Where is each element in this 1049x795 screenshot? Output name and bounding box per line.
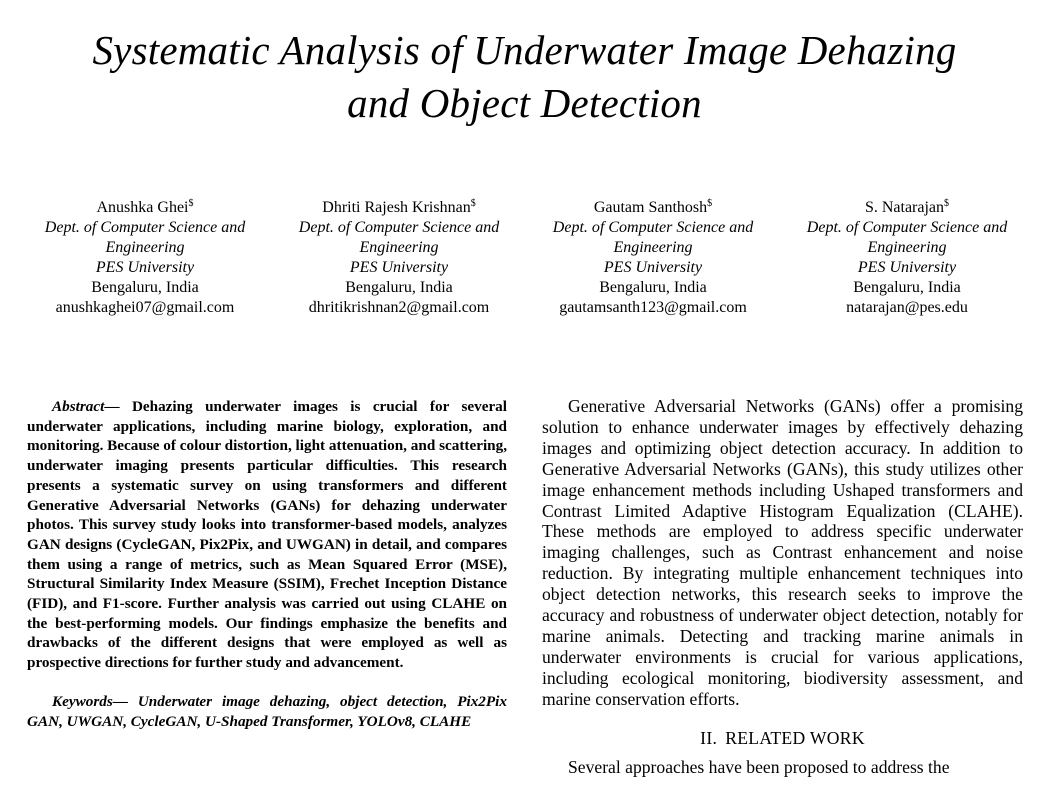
author-university: PES University xyxy=(349,259,449,276)
author-email: natarajan@pes.edu xyxy=(846,299,968,316)
abstract-lead: Abstract xyxy=(52,398,105,415)
author-mark: $ xyxy=(707,198,713,209)
author-location: Bengaluru, India xyxy=(853,279,961,296)
author-card xyxy=(279,198,519,318)
right-column xyxy=(542,396,1023,777)
related-work-paragraph: Several approaches have been proposed to address the xyxy=(568,756,950,777)
author-block xyxy=(25,198,1033,328)
author-mark: $ xyxy=(944,198,950,209)
section-heading xyxy=(542,728,1023,749)
keywords-dash: — xyxy=(112,692,138,710)
author-mark: $ xyxy=(188,198,194,209)
author-email: dhritikrishnan2@gmail.com xyxy=(308,299,490,316)
author-card xyxy=(533,198,773,318)
author-card xyxy=(787,198,1027,318)
author-location: Bengaluru, India xyxy=(345,279,453,296)
author-location: Bengaluru, India xyxy=(91,279,199,296)
author-name: Gautam Santhosh$ xyxy=(593,198,713,216)
abstract xyxy=(27,397,507,673)
author-email: anushkaghei07@gmail.com xyxy=(55,299,235,316)
author-department: Dept. of Computer Science and Engineering xyxy=(298,219,500,256)
author-email: gautamsanth123@gmail.com xyxy=(559,299,747,316)
abstract-dash: — xyxy=(104,398,132,415)
keywords-lead: Keywords xyxy=(52,692,113,710)
author-university: PES University xyxy=(603,259,703,276)
author-location: Bengaluru, India xyxy=(599,279,707,296)
keywords xyxy=(27,692,507,731)
author-department: Dept. of Computer Science and Engineering xyxy=(44,219,246,256)
author-university: PES University xyxy=(857,259,957,276)
paper-title xyxy=(20,24,1029,130)
intro-paragraph: Generative Adversarial Networks (GANs) offer a promising solution to enhance underwater images by effectively dehazing images and optimizing object detection accuracy. In addition to Generative Adversarial Networks (GANs), this study utilizes other image enhancement methods including Ushaped transformers and Contrast Limited Adaptive Histogram Equalization (CLAHE). These methods are employed to address specific underwater imaging challenges, such as Contrast enhancement and noise reduction. By integrating multiple enhancement techniques into object detection networks, this research seeks to improve the accuracy and robustness of underwater object detection, notably for marine animals. Detecting and tracking marine animals in underwater environments is crucial for various applications, including ecological monitoring, biodiversity assessment, and marine conservation efforts. xyxy=(542,396,1023,709)
author-department: Dept. of Computer Science and Engineering xyxy=(806,219,1008,256)
section-title: RELATED WORK xyxy=(725,727,865,748)
keywords-text: Underwater image dehazing, object detection, Pix2Pix GAN, UWGAN, CycleGAN, U-Shaped Transformer, YOLOv8, CLAHE xyxy=(27,692,507,730)
author-mark: $ xyxy=(470,198,476,209)
title-line-1: Systematic Analysis of Underwater Image Dehazing xyxy=(92,27,957,73)
author-card xyxy=(25,198,265,318)
abstract-text: Dehazing underwater images is crucial for several underwater applications, including marine biology, exploration, and monitoring. Because of colour distortion, light attenuation, and scattering, underwater imaging presents particular difficulties. This research presents a systematic survey on using transformers and different Generative Adversarial Networks (GANs) for dehazing underwater photos. This survey study looks into transformer-based models, analyzes GAN designs (CycleGAN, Pix2Pix, and UWGAN) in detail, and compares them using a range of metrics, such as Mean Squared Error (MSE), Structural Similarity Index Measure (SSIM), Frechet Inception Distance (FID), and F1-score. Further analysis was carried out using CLAHE on the best-performing models. Our findings emphasize the benefits and drawbacks of the different designs that were employed as well as prospective directions for further study and advancement. xyxy=(27,398,507,672)
author-university: PES University xyxy=(95,259,195,276)
left-column xyxy=(27,397,507,731)
author-name: Dhriti Rajesh Krishnan$ xyxy=(322,198,476,216)
author-name: S. Natarajan$ xyxy=(864,198,950,216)
author-name: Anushka Ghei$ xyxy=(96,198,194,216)
section-number: II. xyxy=(700,727,718,748)
author-department: Dept. of Computer Science and Engineering xyxy=(552,219,754,256)
title-line-2: and Object Detection xyxy=(347,80,702,126)
